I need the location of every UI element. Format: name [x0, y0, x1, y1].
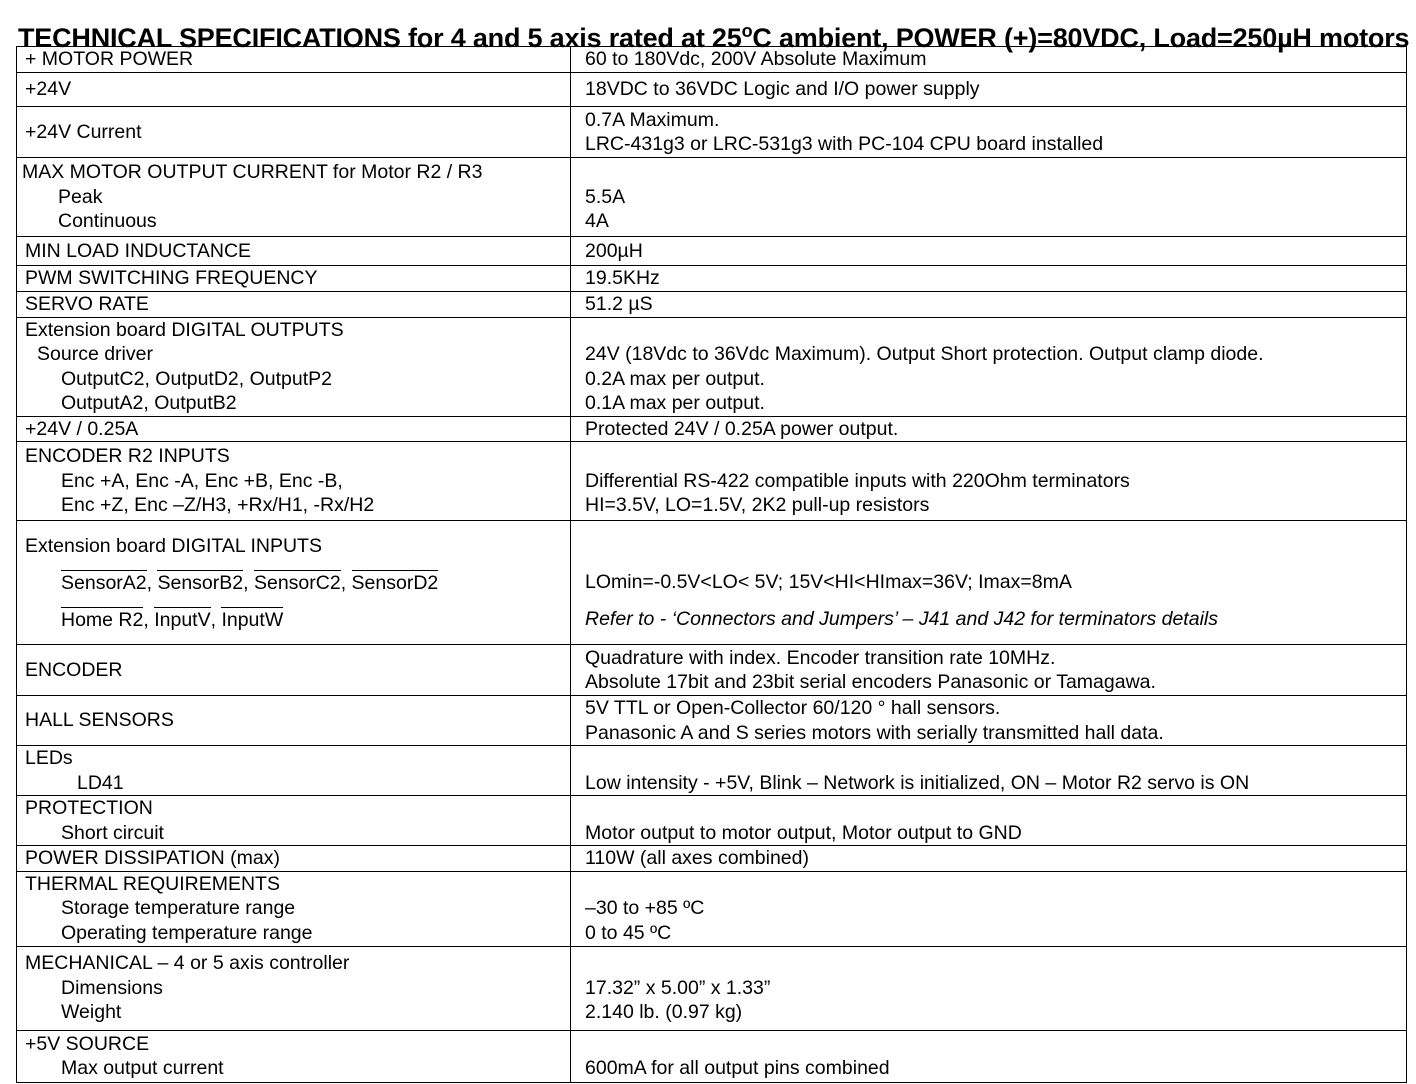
spec-value: 0.1A max per output.	[585, 392, 765, 414]
spec-value: 5V TTL or Open-Collector 60/120 ° hall sensors.	[585, 697, 1001, 719]
spec-label: SERVO RATE	[25, 292, 149, 315]
spec-row-min-load-inductance	[17, 237, 1407, 266]
spec-sublabel: Max output current	[61, 1057, 224, 1079]
spec-value: 19.5KHz	[585, 267, 660, 289]
spec-value: Quadrature with index. Encoder transition rate 10MHz.	[585, 646, 1056, 669]
spec-row-leds	[17, 746, 1407, 796]
spec-label: LEDs	[25, 747, 73, 769]
spec-row-digital-inputs	[17, 521, 1407, 645]
spec-value: 60 to 180Vdc, 200V Absolute Maximum	[585, 48, 927, 71]
home-inputs-line: Home R2, InputV, InputW	[61, 608, 284, 631]
spec-sublabel: OutputC2, OutputD2, OutputP2	[61, 367, 332, 390]
spec-value: LOmin=-0.5V<LO< 5V; 15V<HI<HImax=36V; Imax=8mA	[585, 571, 1072, 594]
spec-row-5v-source	[17, 1030, 1407, 1082]
spec-value: 200µH	[585, 239, 643, 262]
spec-label: +24V	[25, 78, 72, 101]
spec-row-24v	[17, 73, 1407, 107]
spec-value: 18VDC to 36VDC Logic and I/O power supply	[585, 78, 980, 101]
spec-note: Refer to - ‘Connectors and Jumpers’ – J41 and J42 for terminators details	[585, 607, 1218, 630]
spec-value: Motor output to motor output, Motor output to GND	[585, 821, 1022, 844]
spec-sublabel: LD41	[77, 771, 124, 794]
spec-sublabel: Short circuit	[61, 821, 164, 844]
input-v-label: InputV	[154, 608, 211, 631]
spec-label: +5V SOURCE	[25, 1032, 150, 1055]
spec-row-power-dissipation	[17, 846, 1407, 872]
spec-row-encoder-inputs	[17, 442, 1407, 521]
spec-row-motor-power	[17, 47, 1407, 73]
sensor-inputs-line: SensorA2, SensorB2, SensorC2, SensorD2	[61, 572, 439, 595]
spec-label: PROTECTION	[25, 797, 153, 819]
spec-value: LRC-431g3 or LRC-531g3 with PC-104 CPU board installed	[585, 133, 1104, 155]
spec-table	[16, 46, 1407, 1083]
spec-value: Absolute 17bit and 23bit serial encoders Panasonic or Tamagawa.	[585, 671, 1156, 693]
page-title: TECHNICAL SPECIFICATIONS for 4 and 5 axis rated at 25$^o$C ambient, POWER (+)=80VDC, Load=250µH motors	[18, 21, 1410, 53]
spec-sublabel: OutputA2, OutputB2	[61, 392, 237, 414]
spec-row-digital-outputs	[17, 317, 1407, 416]
spec-sublabel: Weight	[61, 1001, 122, 1024]
sensor-d2-label: SensorD2	[351, 572, 439, 595]
spec-label: +24V / 0.25A	[25, 417, 139, 440]
spec-row-mechanical	[17, 946, 1407, 1030]
spec-label: PWM SWITCHING FREQUENCY	[25, 267, 318, 289]
spec-row-max-motor-current	[17, 158, 1407, 237]
spec-value: 2.140 lb. (0.97 kg)	[585, 1001, 743, 1024]
spec-row-servo-rate	[17, 291, 1407, 317]
sensor-b2-label: SensorB2	[157, 572, 244, 595]
spec-label: ENCODER R2 INPUTS	[25, 445, 230, 468]
spec-value: Panasonic A and S series motors with serially transmitted hall data.	[585, 721, 1164, 744]
spec-label: HALL SENSORS	[25, 709, 174, 732]
spec-value: Protected 24V / 0.25A power output.	[585, 417, 899, 440]
spec-value: 17.32” x 5.00” x 1.33”	[585, 976, 771, 999]
spec-value: 5.5A	[585, 185, 626, 208]
spec-row-encoder	[17, 645, 1407, 696]
home-r2-label: Home R2	[61, 608, 144, 631]
sensor-a2-label: SensorA2	[61, 572, 147, 595]
spec-label: Extension board DIGITAL INPUTS	[25, 534, 322, 557]
spec-sublabel: Peak	[58, 185, 103, 208]
spec-row-24v-power-output	[17, 416, 1407, 442]
spec-value: 0 to 45 ºC	[585, 921, 672, 944]
spec-row-24v-current	[17, 107, 1407, 158]
spec-value: 0.2A max per output.	[585, 367, 765, 390]
spec-value: 600mA for all output pins combined	[585, 1057, 890, 1079]
spec-value: 24V (18Vdc to 36Vdc Maximum). Output Short protection. Output clamp diode.	[585, 343, 1264, 365]
spec-label: MIN LOAD INDUCTANCE	[25, 239, 252, 262]
spec-row-thermal	[17, 871, 1407, 946]
spec-label: MECHANICAL – 4 or 5 axis controller	[25, 952, 350, 975]
spec-label: THERMAL REQUIREMENTS	[25, 872, 280, 895]
input-w-label: InputW	[221, 608, 284, 631]
spec-sublabel: Dimensions	[61, 976, 163, 999]
spec-label: MAX MOTOR OUTPUT CURRENT for Motor R2 / R3	[22, 161, 483, 184]
spec-value: Differential RS-422 compatible inputs with 220Ohm terminators	[585, 469, 1130, 492]
spec-value: 4A	[585, 210, 609, 233]
sensor-c2-label: SensorC2	[253, 572, 341, 595]
spec-value: 51.2 µS	[585, 292, 653, 315]
spec-row-protection	[17, 796, 1407, 846]
spec-label: ENCODER	[25, 658, 123, 681]
spec-sublabel: Continuous	[58, 210, 157, 233]
spec-value: 110W (all axes combined)	[585, 847, 809, 869]
spec-value: 0.7A Maximum.	[585, 108, 720, 131]
spec-sublabel: Enc +A, Enc -A, Enc +B, Enc -B,	[61, 469, 343, 492]
spec-label: +24V Current	[25, 120, 142, 143]
spec-sublabel: Source driver	[37, 343, 153, 365]
spec-sublabel: Operating temperature range	[61, 921, 313, 944]
spec-sublabel: Enc +Z, Enc –Z/H3, +Rx/H1, -Rx/H2	[61, 494, 375, 517]
spec-label: POWER DISSIPATION (max)	[25, 847, 280, 869]
spec-label: Extension board DIGITAL OUTPUTS	[25, 318, 344, 341]
spec-value: –30 to +85 ºC	[585, 897, 705, 920]
spec-row-pwm-frequency	[17, 266, 1407, 292]
spec-sublabel: Storage temperature range	[61, 897, 296, 920]
spec-label: + MOTOR POWER	[25, 48, 194, 71]
spec-value: HI=3.5V, LO=1.5V, 2K2 pull-up resistors	[585, 494, 930, 517]
spec-value: Low intensity - +5V, Blink – Network is initialized, ON – Motor R2 servo is ON	[585, 771, 1250, 794]
spec-row-hall-sensors	[17, 696, 1407, 746]
